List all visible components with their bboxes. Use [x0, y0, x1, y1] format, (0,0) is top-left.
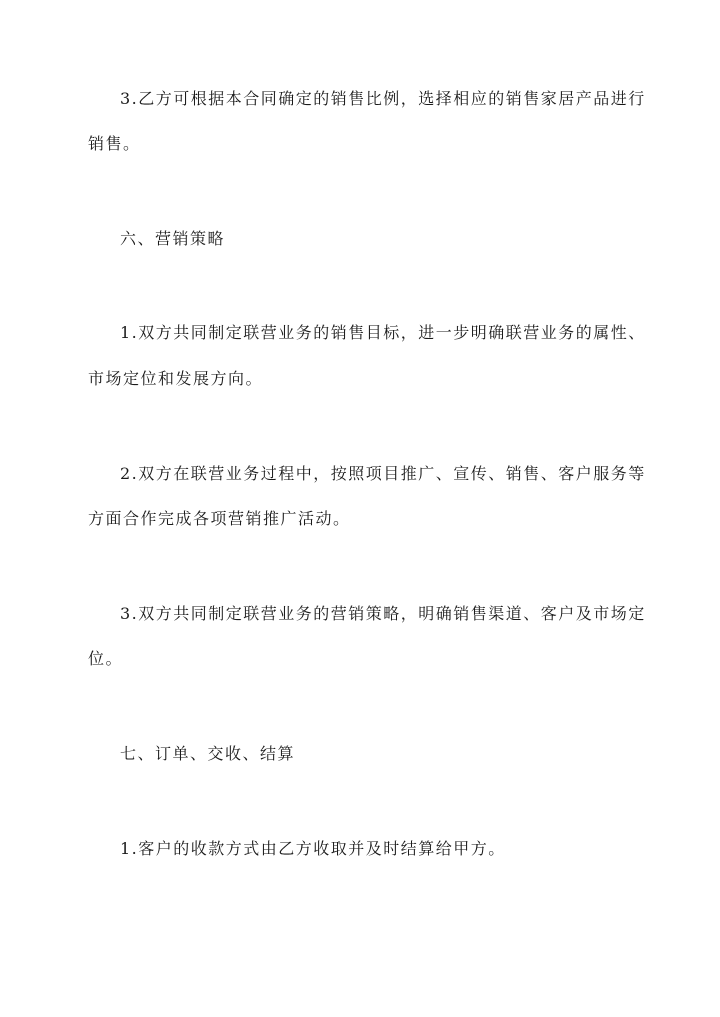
paragraph-line: 销售。 [88, 134, 141, 153]
paragraph-line: 位。 [88, 649, 124, 668]
paragraph-line: 2.双方在联营业务过程中，按照项目推广、宣传、销售、客户服务等 [120, 464, 646, 483]
section-heading: 六、营销策略 [120, 229, 226, 248]
paragraph-line: 3.乙方可根据本合同确定的销售比例，选择相应的销售家居产品进行 [120, 89, 646, 108]
paragraph-line: 1.双方共同制定联营业务的销售目标，进一步明确联营业务的属性、 [120, 323, 646, 342]
paragraph-line: 方面合作完成各项营销推广活动。 [88, 509, 351, 528]
paragraph-line: 1.客户的收款方式由乙方收取并及时结算给甲方。 [120, 839, 506, 858]
paragraph-line: 3.双方共同制定联营业务的营销策略，明确销售渠道、客户及市场定 [120, 604, 646, 623]
section-heading: 七、订单、交收、结算 [120, 744, 296, 763]
paragraph-line: 市场定位和发展方向。 [88, 369, 264, 388]
